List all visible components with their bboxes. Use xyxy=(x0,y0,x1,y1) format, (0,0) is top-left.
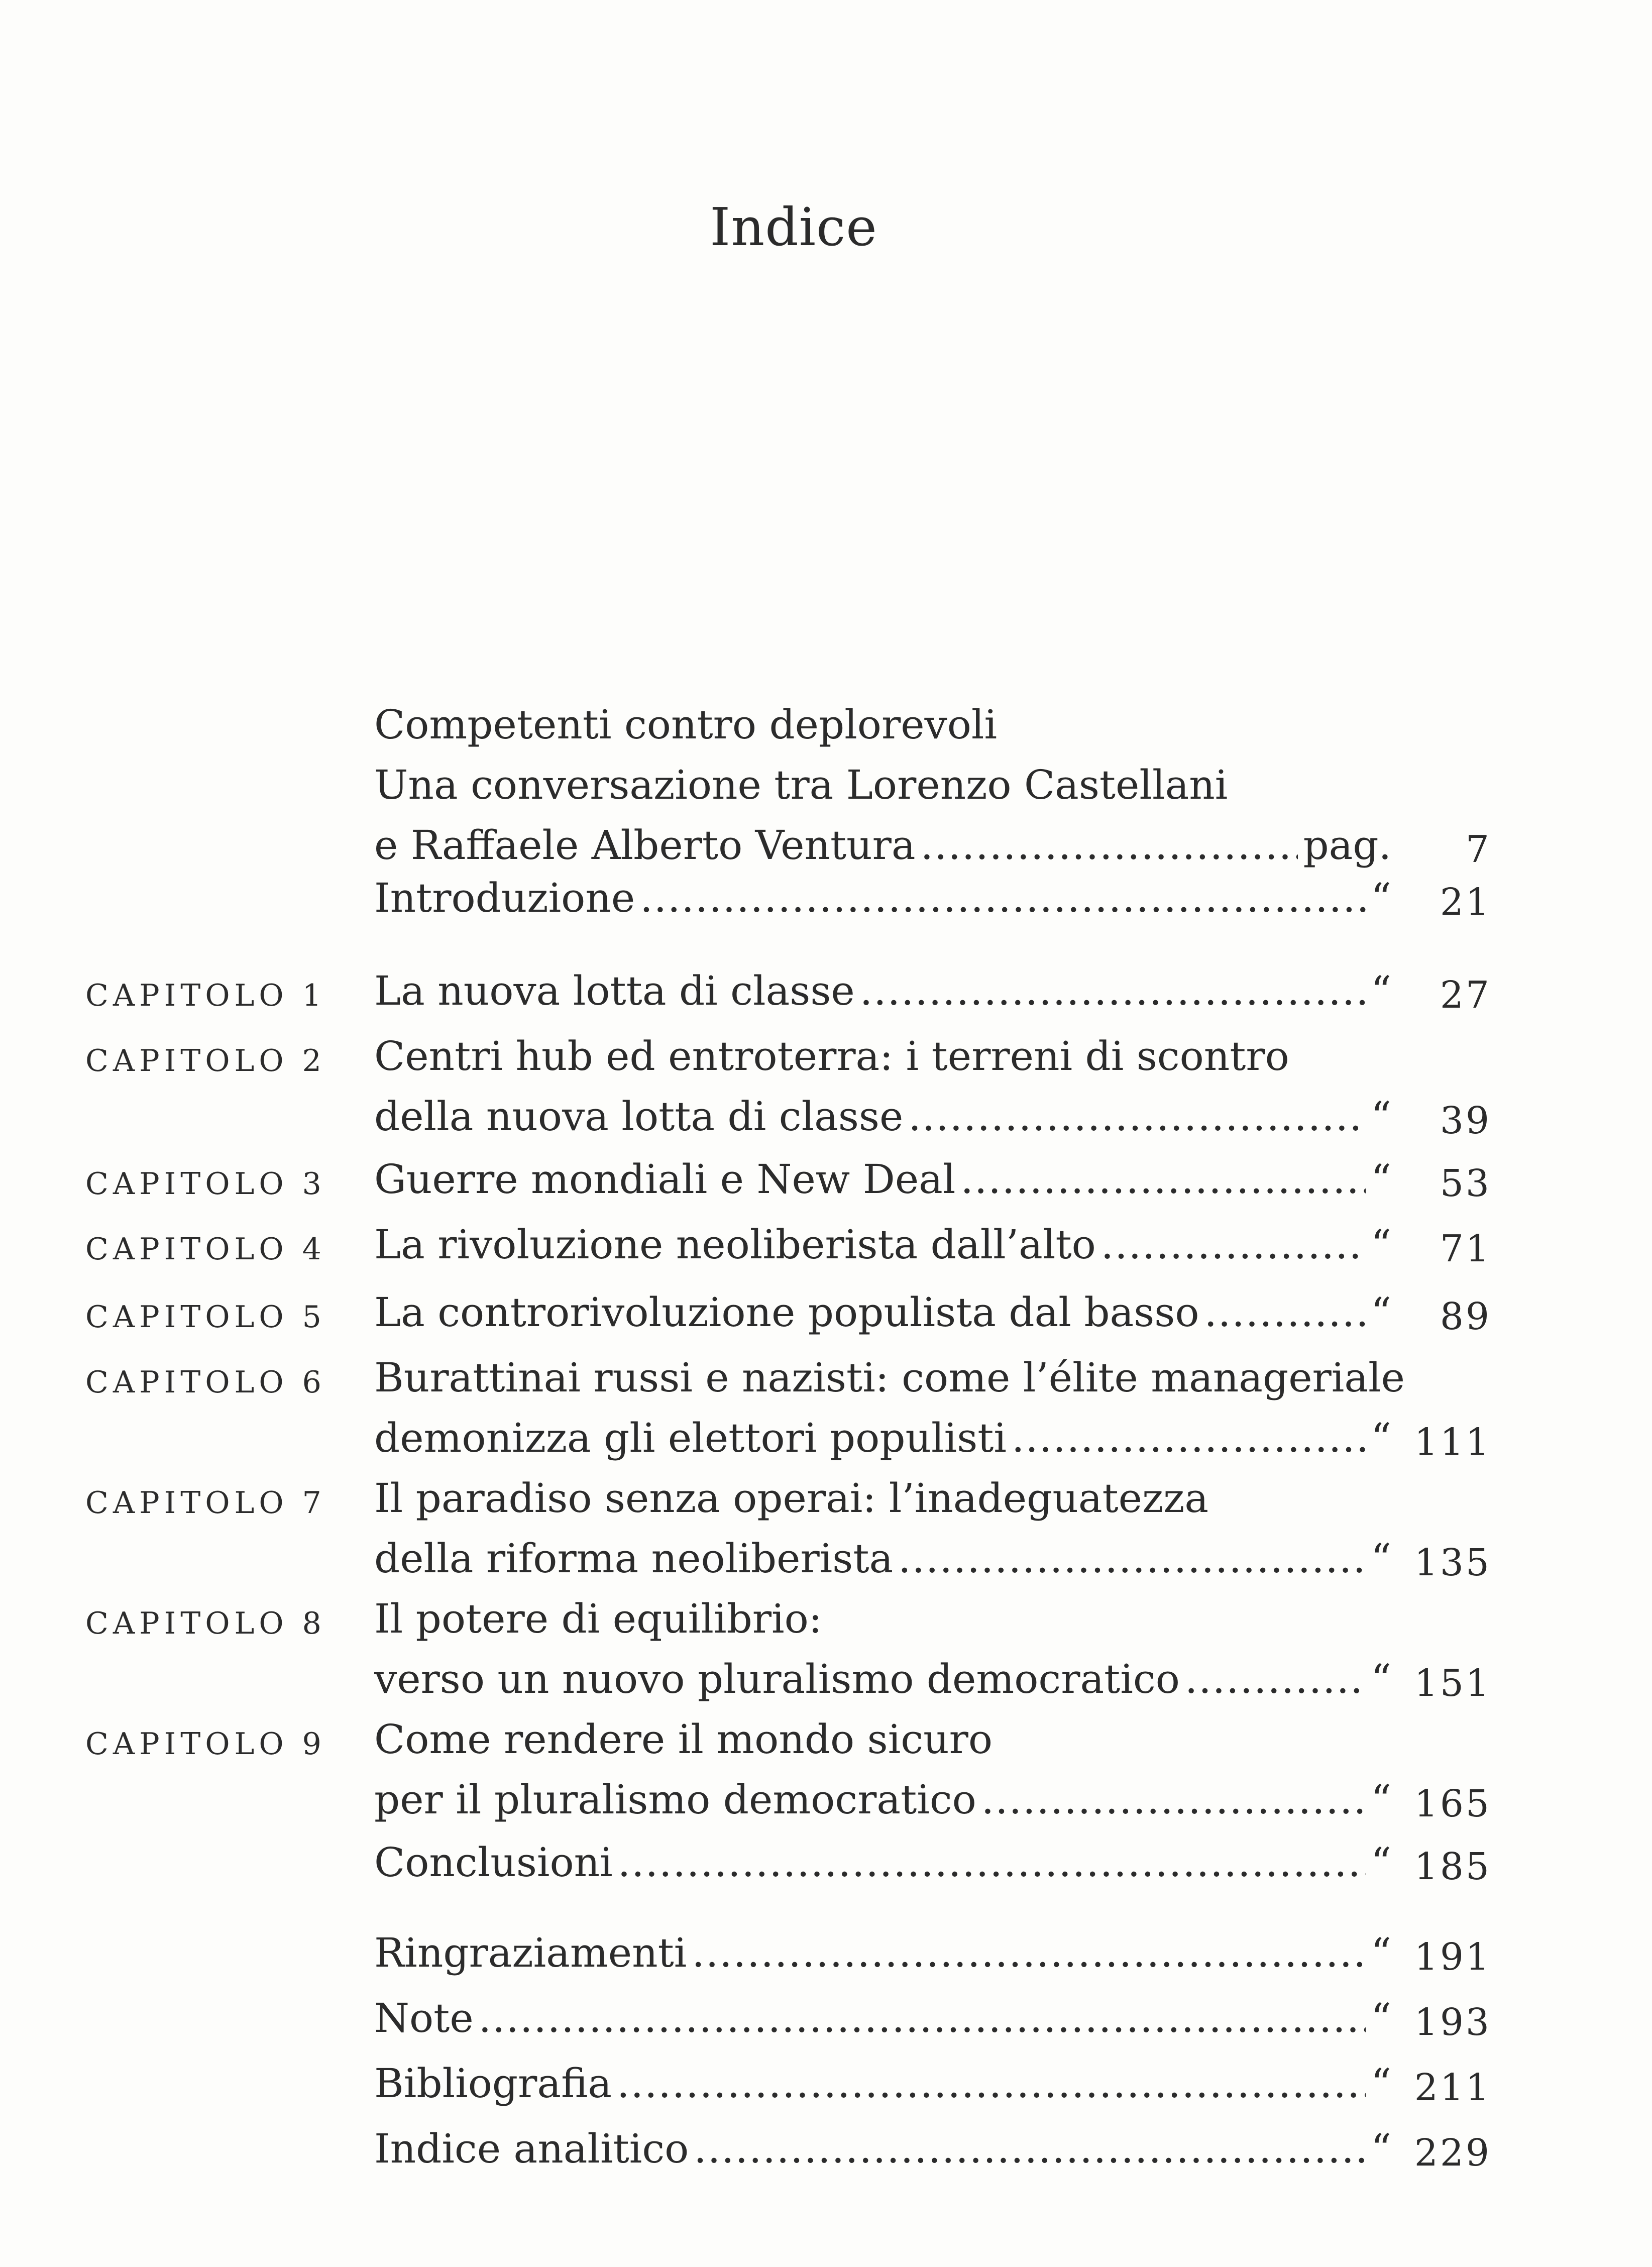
page-marker: “ xyxy=(1371,1995,1391,2041)
entry-title-line: Una conversazione tra Lorenzo Castellani xyxy=(374,762,1228,808)
page-marker: “ xyxy=(1371,875,1391,921)
entry-title: per il pluralismo democratico xyxy=(374,1776,976,1823)
toc-entry xyxy=(0,967,1652,1032)
toc-entry xyxy=(0,1715,1652,1825)
page-number: 21 xyxy=(1440,881,1491,924)
entry-title: Indice analitico xyxy=(374,2125,689,2172)
toc-entry xyxy=(0,2125,1652,2190)
entry-title: Conclusioni xyxy=(374,1839,613,1886)
entry-leader-line xyxy=(374,1655,1391,1715)
entry-title: La nuova lotta di classe xyxy=(374,967,855,1014)
page-marker: “ xyxy=(1371,1776,1391,1823)
entry-title: Introduzione xyxy=(374,875,635,921)
page-marker: “ xyxy=(1371,2125,1391,2172)
entry-title-line: Burattinai russi e nazisti: come l’élite manageriale xyxy=(374,1354,1405,1401)
page-marker: “ xyxy=(1371,967,1391,1014)
chapter-label: CAPITOLO 9 xyxy=(85,1726,326,1762)
page-marker: “ xyxy=(1371,1535,1391,1582)
toc-entry xyxy=(0,1288,1652,1354)
dot-leader xyxy=(1180,1655,1366,1703)
entry-leader-line xyxy=(374,1414,1391,1474)
entry-title: della nuova lotta di classe xyxy=(374,1093,904,1140)
entry-leader-line xyxy=(374,874,1391,934)
toc-entry xyxy=(0,1839,1652,1904)
entry-title: Guerre mondiali e New Deal xyxy=(374,1156,956,1203)
entry-title-line: Competenti contro deplorevoli xyxy=(374,701,998,748)
page-marker: “ xyxy=(1371,1221,1391,1268)
dot-leader xyxy=(976,1776,1366,1824)
toc-entry xyxy=(0,2060,1652,2125)
entry-leader-line xyxy=(374,821,1391,882)
dot-leader xyxy=(903,1093,1366,1141)
entry-title-line: Il paradiso senza operai: l’inadeguatezza xyxy=(374,1475,1209,1522)
toc-entry xyxy=(0,1994,1652,2060)
chapter-label: CAPITOLO 4 xyxy=(85,1232,326,1267)
dot-leader xyxy=(613,1839,1366,1887)
page-number: 71 xyxy=(1440,1227,1491,1270)
dot-leader xyxy=(1199,1288,1366,1337)
entry-leader-line xyxy=(374,1288,1391,1349)
page-marker: “ xyxy=(1371,1656,1391,1702)
entry-title: della riforma neoliberista xyxy=(374,1535,894,1582)
toc-entry xyxy=(0,1221,1652,1286)
dot-leader xyxy=(1007,1414,1366,1462)
entry-title: Bibliografia xyxy=(374,2060,612,2107)
entry-leader-line xyxy=(374,1839,1391,1899)
chapter-label: CAPITOLO 2 xyxy=(85,1043,326,1078)
toc-entry xyxy=(0,1595,1652,1705)
entry-leader-line xyxy=(374,1535,1391,1595)
chapter-label: CAPITOLO 8 xyxy=(85,1606,326,1641)
entry-title: La controrivoluzione populista dal basso xyxy=(374,1289,1199,1336)
dot-leader xyxy=(474,1994,1366,2042)
chapter-label: CAPITOLO 3 xyxy=(85,1166,326,1202)
page-title: Indice xyxy=(710,196,877,258)
page-number: 89 xyxy=(1440,1295,1491,1338)
toc-entry xyxy=(0,874,1652,939)
page-number: 193 xyxy=(1414,2001,1491,2044)
toc-entry xyxy=(0,1354,1652,1464)
chapter-label: CAPITOLO 1 xyxy=(85,978,326,1013)
entry-leader-line xyxy=(374,1776,1391,1836)
page-number: 39 xyxy=(1440,1099,1491,1142)
page-number: 191 xyxy=(1414,1935,1491,1979)
dot-leader xyxy=(955,1155,1366,1204)
entry-title: Note xyxy=(374,1995,474,2041)
toc-entry xyxy=(0,1032,1652,1142)
entry-leader-line xyxy=(374,2125,1391,2185)
entry-title: Ringraziamenti xyxy=(374,1929,687,1976)
page-number: 185 xyxy=(1414,1845,1491,1888)
page-number: 229 xyxy=(1414,2131,1491,2175)
dot-leader xyxy=(855,967,1366,1015)
entry-leader-line xyxy=(374,1155,1391,1216)
page-marker: “ xyxy=(1371,1156,1391,1203)
entry-title: verso un nuovo pluralismo democratico xyxy=(374,1656,1180,1702)
page-marker: “ xyxy=(1371,1289,1391,1336)
page-marker: “ xyxy=(1371,2060,1391,2107)
dot-leader xyxy=(893,1535,1366,1583)
dot-leader xyxy=(687,1929,1366,1977)
chapter-label: CAPITOLO 5 xyxy=(85,1300,326,1335)
page-number: 165 xyxy=(1414,1782,1491,1825)
entry-title-line: Centri hub ed entroterra: i terreni di scontro xyxy=(374,1033,1289,1079)
page-number: 211 xyxy=(1414,2066,1491,2109)
toc-entry xyxy=(0,1155,1652,1221)
chapter-label: CAPITOLO 6 xyxy=(85,1365,326,1400)
page-number: 27 xyxy=(1440,974,1491,1017)
entry-leader-line xyxy=(374,1929,1391,1989)
entry-title: demonizza gli elettori populisti xyxy=(374,1415,1007,1461)
dot-leader xyxy=(635,874,1366,922)
entry-leader-line xyxy=(374,1221,1391,1281)
page-number: 151 xyxy=(1414,1662,1491,1705)
chapter-label: CAPITOLO 7 xyxy=(85,1485,326,1521)
page-marker: “ xyxy=(1371,1929,1391,1976)
page-number: 53 xyxy=(1440,1162,1491,1205)
entry-leader-line xyxy=(374,2060,1391,2120)
entry-title-line: Il potere di equilibrio: xyxy=(374,1595,822,1642)
entry-title: e Raffaele Alberto Ventura xyxy=(374,822,916,869)
dot-leader xyxy=(689,2125,1366,2173)
dot-leader xyxy=(1096,1221,1366,1269)
page-number: 111 xyxy=(1414,1421,1491,1464)
page-marker: “ xyxy=(1371,1415,1391,1461)
entry-title: La rivoluzione neoliberista dall’alto xyxy=(374,1221,1096,1268)
entry-title-line: Come rendere il mondo sicuro xyxy=(374,1716,993,1763)
entry-leader-line xyxy=(374,1093,1391,1153)
page-marker: “ xyxy=(1371,1839,1391,1886)
entry-leader-line xyxy=(374,1994,1391,2055)
entry-leader-line xyxy=(374,967,1391,1027)
toc-entry xyxy=(0,1474,1652,1584)
toc-entry xyxy=(0,701,1652,871)
page-number: 7 xyxy=(1465,828,1491,871)
page-marker: “ xyxy=(1371,1093,1391,1140)
toc-entry xyxy=(0,1929,1652,1994)
dot-leader xyxy=(612,2060,1366,2108)
page-number: 135 xyxy=(1414,1541,1491,1584)
page-marker: pag. xyxy=(1303,822,1391,869)
dot-leader xyxy=(916,821,1298,870)
